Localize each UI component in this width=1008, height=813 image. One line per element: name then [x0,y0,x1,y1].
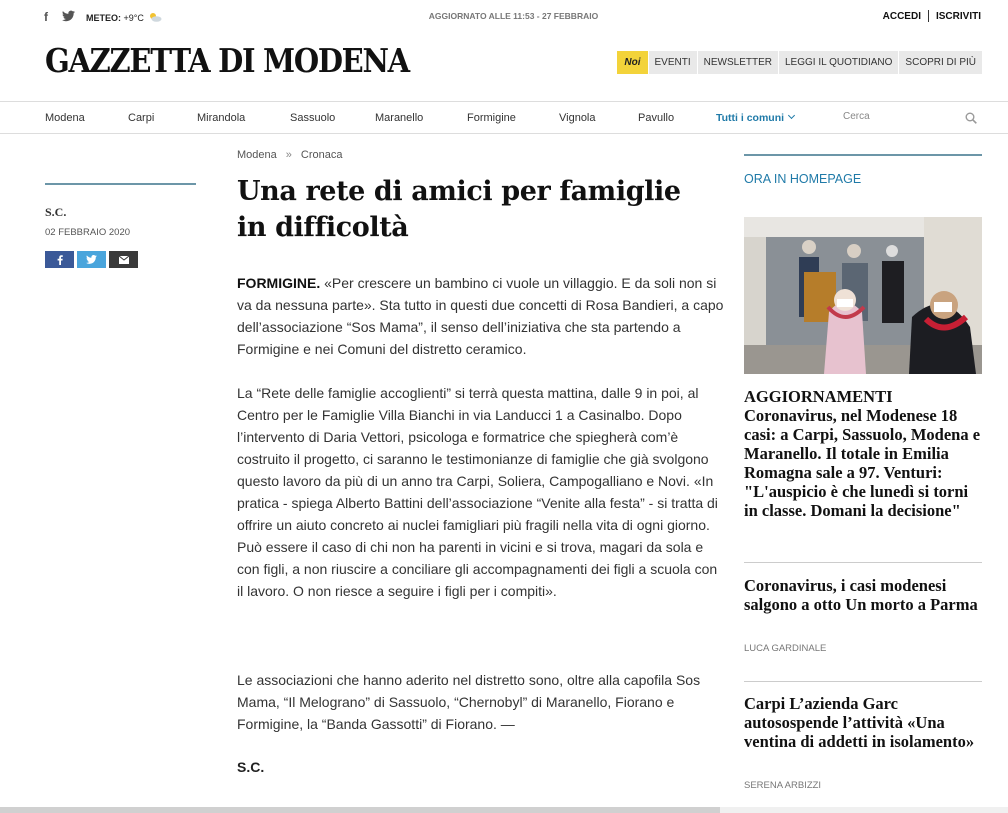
last-updated: AGGIORNATO ALLE 11:53 - 27 FEBBRAIO [428,11,599,21]
twitter-icon [86,255,97,264]
share-twitter-button[interactable] [77,251,106,268]
divider [928,10,929,22]
article-author[interactable]: S.C. [45,205,67,219]
all-cities-label: Tutti i comuni [716,112,785,124]
facebook-icon [57,255,63,265]
scrollbar-thumb[interactable] [0,807,720,813]
sidebar-news-title[interactable]: Carpi L’azienda Garc autosospende l’attività «Una ventina di addetti in isolamento» [744,694,975,751]
weather-temp: +9°C [123,13,144,23]
horizontal-scrollbar[interactable] [0,807,1008,813]
article-headline: Una rete di amici per famiglie in difficoltà [237,176,681,243]
city-carpi[interactable]: Carpi [128,112,155,124]
nav-newsletter[interactable]: NEWSLETTER [698,51,778,74]
paragraph-text: «Per crescere un bambino ci vuole un villaggio. E da soli non si va da nessuna parte». Sta tutto in questi due concetti di Rosa Bandieri, a capo dell’associazione “Sos Mama”, il senso dell’iniziativa che sta partendo a Formigine e nei Comuni del distretto ceramico. [237,275,724,357]
nav-leggi-quotidiano[interactable]: LEGGI IL QUOTIDIANO [779,51,898,74]
shop-window-photo [744,217,982,374]
all-cities-dropdown[interactable] [716,112,794,124]
top-bar [0,0,1008,34]
article-paragraph [237,272,727,360]
divider [744,154,982,156]
search-icon[interactable] [965,112,977,124]
article-date: 02 FEBBRAIO 2020 [45,227,131,238]
divider [744,681,982,682]
divider [45,183,196,185]
account-links [883,10,981,22]
city-mirandola[interactable]: Mirandola [197,112,246,124]
envelope-icon [119,256,129,264]
city-sassuolo[interactable]: Sassuolo [290,112,336,124]
share-facebook-button[interactable] [45,251,74,268]
city-nav [0,102,1008,134]
sidebar-heading: ORA IN HOMEPAGE [744,172,862,186]
facebook-icon[interactable]: f [44,10,48,24]
city-modena[interactable]: Modena [45,112,85,124]
nav-noi[interactable]: Noi [617,51,647,74]
divider [0,133,1008,134]
news-photo[interactable] [744,217,982,374]
dateline: FORMIGINE. [237,275,321,291]
article-signature: S.C. [237,759,265,775]
city-pavullo[interactable]: Pavullo [638,112,675,124]
login-link[interactable]: ACCEDI [882,10,921,22]
site-logo[interactable]: GAZZETTA DI MODENA [45,42,409,81]
article-paragraph: Le associazioni che hanno aderito nel distretto sono, oltre alla capofila Sos Mama, “Il Melograno” di Sassuolo, “Chernobyl” di Maranello, Fiorano e Formigine, la “Banda Gassotti” di Fiorano. — [237,672,701,732]
nav-eventi[interactable]: EVENTI [649,51,697,74]
breadcrumb [237,149,342,161]
sidebar-news-author[interactable]: LUCA GARDINALE [744,643,827,654]
share-email-button[interactable] [109,251,138,268]
weather-label: METEO: [86,13,121,23]
chevron-down-icon [788,112,795,119]
nav-scopri-di-piu[interactable]: SCOPRI DI PIÙ [899,51,982,74]
city-maranello[interactable]: Maranello [375,112,424,124]
top-nav [616,51,982,74]
search-input[interactable]: Cerca [843,111,870,122]
city-formigine[interactable]: Formigine [467,112,516,124]
breadcrumb-modena[interactable]: Modena [237,149,277,161]
article-paragraph: La “Rete delle famiglie accoglienti” si terrà questa mattina, dalle 9 in poi, al Centro per le Famiglie Villa Bianchi in via Landucci 1 a Casinalbo. Dopo l’intervento di Daria Vettori, psicologa e formatrice che spiegherà com’è costruito il progetto, ci saranno le testimonianze di famiglie che già svolgono questo lavoro da più di un anno tra Carpi, Soliera, Campogalliano e Novi. «In pratica - spiega Alberto Battini dell’associazione “Venite alla festa” - si tratta di offrire un aiuto concreto ai nuclei famigliari più fragili nella vita di ogni giorno. Può essere il caso di chi non ha parenti in vicini e si trova, magari da sola e con figli, a non riuscire a conciliare gli accompagnamenti dei figli a scuola con il lavoro. O non riesce a seguire i figli per i compiti». [237,385,718,599]
breadcrumb-separator: » [285,149,292,161]
city-vignola[interactable]: Vignola [559,112,596,124]
sidebar-news-author[interactable]: SERENA ARBIZZI [744,780,822,791]
breadcrumb-cronaca[interactable]: Cronaca [300,149,343,161]
sidebar-news-title[interactable]: Coronavirus, i casi modenesi salgono a otto Un morto a Parma [744,576,978,614]
register-link[interactable]: ISCRIVITI [935,10,981,22]
sidebar-news-title[interactable]: AGGIORNAMENTI Coronavirus, nel Modenese 18 casi: a Carpi, Sassuolo, Modena e Maranello. Il totale in Emilia Romagna sale a 97. Venturi: "L'auspicio è che lunedì si torni in classe. Domani la decisione" [744,387,981,520]
divider [744,562,982,563]
share-buttons [45,251,141,268]
